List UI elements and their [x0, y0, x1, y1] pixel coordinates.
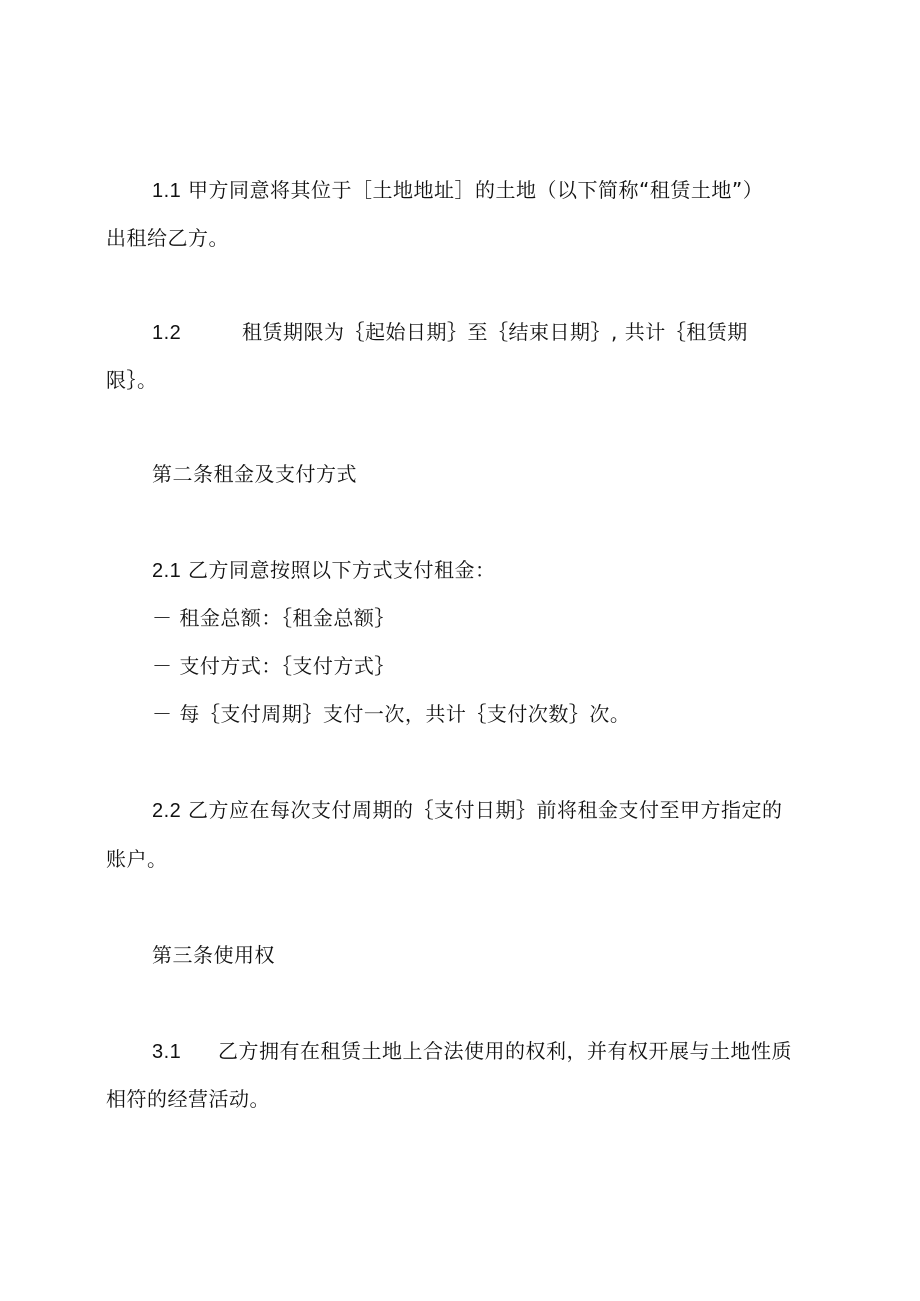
- clause-1-1-line-1: [152, 176, 763, 205]
- clause-text: 乙方同意按照以下方式支付租金：: [188, 558, 496, 582]
- clause-text: 甲方同意将其位于［土地地址］的土地（以下简称“租赁土地”）: [188, 178, 764, 202]
- clause-text: 乙方拥有在租赁土地上合法使用的权利，并有权开展与土地性质: [218, 1039, 792, 1063]
- clause-3-1-line-2: 相符的经营活动。: [106, 1087, 270, 1111]
- clause-number: 2.1: [152, 560, 182, 582]
- clause-number: 1.2: [152, 322, 182, 344]
- clause-2-2-line-2: 账户。: [106, 847, 168, 871]
- clause-2-1-intro: [152, 556, 496, 585]
- clause-number: 3.1: [152, 1041, 182, 1063]
- clause-1-2-line-2: 限｝。: [106, 368, 158, 392]
- clause-text: 乙方应在每次支付周期的｛支付日期｝前将租金支付至甲方指定的: [188, 798, 783, 822]
- clause-1-1-line-2: 出租给乙方。: [106, 226, 229, 250]
- list-item-payment-method: － 支付方式：｛支付方式｝: [152, 654, 395, 678]
- clause-1-2-line-1: [152, 318, 748, 347]
- clause-number: 2.2: [152, 800, 182, 822]
- article-3-heading: 第三条使用权: [152, 943, 275, 967]
- clause-3-1-line-1: [152, 1037, 792, 1066]
- clause-2-2-line-1: [152, 796, 783, 825]
- list-item-rent-total: － 租金总额：｛租金总额｝: [152, 606, 395, 630]
- article-2-heading: 第二条租金及支付方式: [152, 462, 357, 486]
- list-item-payment-cycle: － 每｛支付周期｝支付一次，共计｛支付次数｝次。: [152, 702, 631, 726]
- clause-text: 租赁期限为｛起始日期｝至｛结束日期｝, 共计｛租赁期: [242, 320, 748, 344]
- clause-number: 1.1: [152, 180, 182, 202]
